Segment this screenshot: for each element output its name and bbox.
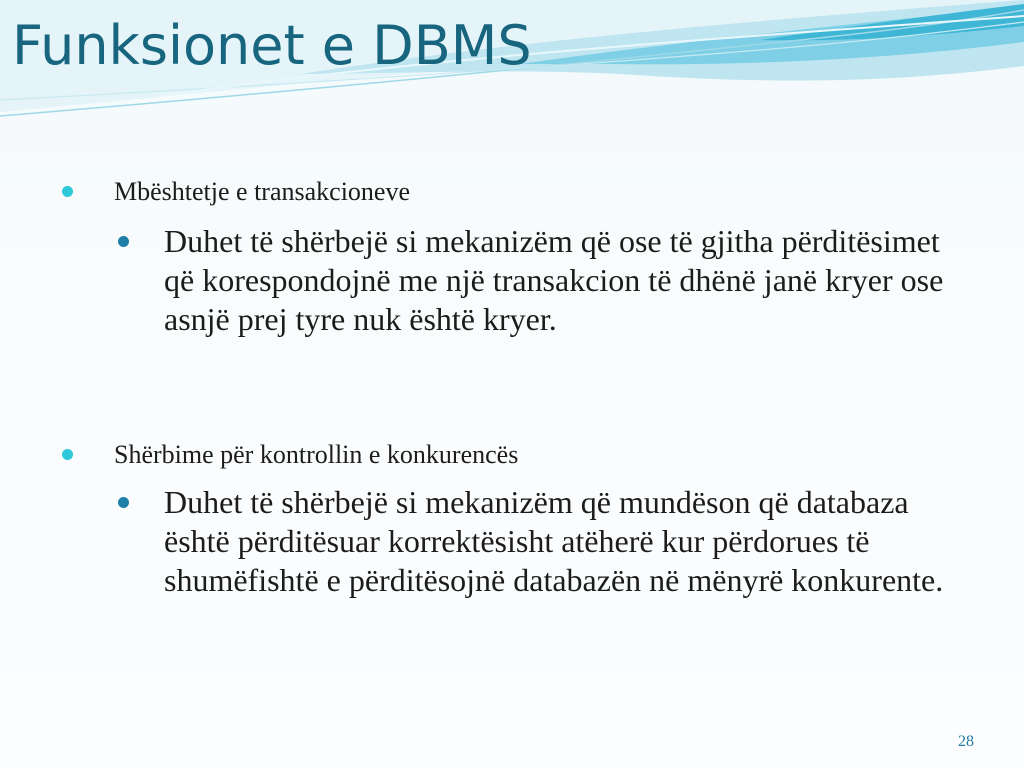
bullet-level1-transactions: Mbështetje e transakcioneve bbox=[114, 177, 410, 206]
bullet-level2-concurrency: Duhet të shërbejë si mekanizëm që mundëson që databaza është përditësuar korrektësisht atëherë kur përdorues të shumëfishtë e përditësojnë databazën në mënyrë konkurente. bbox=[164, 484, 944, 598]
bullet-icon bbox=[62, 449, 73, 460]
bullet-icon bbox=[118, 236, 129, 247]
bullet-level2-transactions: Duhet të shërbejë si mekanizëm që ose të gjitha përditësimet që korespondojnë me një transakcion të dhënë janë kryer ose asnjë prej tyre nuk është kryer. bbox=[164, 223, 944, 337]
bullet-icon bbox=[62, 186, 73, 197]
page-number: 28 bbox=[958, 733, 974, 750]
bullet-icon bbox=[118, 497, 129, 508]
slide-title: Funksionet e DBMS bbox=[12, 14, 532, 77]
bullet-level1-concurrency: Shërbime për kontrollin e konkurencës bbox=[114, 440, 519, 469]
